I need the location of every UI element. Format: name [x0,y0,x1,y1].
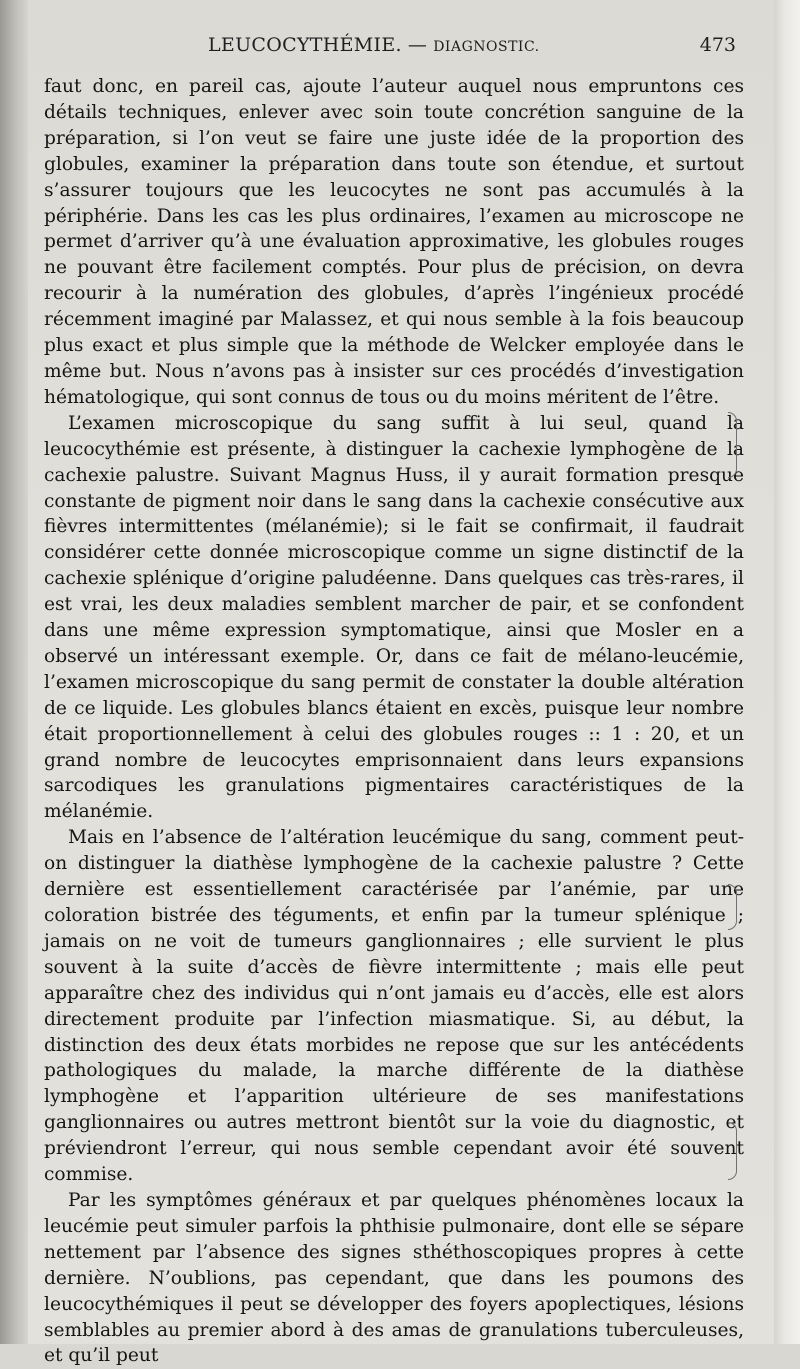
pencil-margin-mark [728,884,737,930]
body-text [44,74,744,1369]
title-dash: — [407,34,428,56]
page-number: 473 [699,34,736,56]
book-gutter [0,0,28,1344]
chapter-title: LEUCOCYTHÉMIE. [208,34,402,56]
book-page [28,0,774,1367]
running-head [28,34,774,60]
paragraph-1: faut donc, en pareil cas, ajoute l’auteur auquel nous empruntons ces détails techniques, enlever avec soin toute concrétion sanguine de la préparation, si l’on veut se faire une juste idée de la proportion des globules, examiner la préparation dans toute son étendue, et surtout s’assurer toujours que les leucocytes ne sont pas accumulés à la périphérie. Dans les cas les plus ordinaires, l’examen au microscope ne permet d’arriver qu’à une évaluation approximative, les globules rouges ne pouvant être facilement comptés. Pour plus de précision, on devra recourir à la numération des globules, d’après l’ingénieux procédé récemment imaginé par Malassez, et qui nous semble à la fois beaucoup plus exact et plus simple que la méthode de Welcker employée dans le même but. Nous n’avons pas à insister sur ces procédés d’investigation hématologique, qui sont connus de tous ou du moins méritent de l’être. [44,76,744,408]
paragraph-3: Mais en l’absence de l’altération leucémique du sang, comment peut-on distinguer la diathèse lymphogène de la cachexie palustre ? Cette dernière est essentiellement caractérisée par l’anémie, par une coloration bistrée des téguments, et enfin par la tumeur splénique ; jamais on ne voit de tumeurs ganglionnaires ; elle survient le plus souvent à la suite d’accès de fièvre intermittente ; mais elle peut apparaître chez des individus qui n’ont jamais eu d’accès, elle est alors directement produite par l’infection miasmatique. Si, au début, la distinction des deux états morbides ne repose que sur les antécédents pathologiques du malade, la marche différente de la diathèse lymphogène et l’apparition ultérieure de ses manifestations ganglionnaires ou autres mettront bientôt sur la voie du diagnostic, et préviendront l’erreur, qui nous semble cependant avoir été souvent commise. [44,827,744,1186]
paragraph-2: L’examen microscopique du sang suffit à lui seul, quand la leucocythémie est présente, à distinguer la cachexie lymphogène de la cachexie palustre. Suivant Magnus Huss, il y aurait formation presque constante de pigment noir dans le sang dans la cachexie consécutive aux fièvres intermittentes (mélanémie); si le fait se confirmait, il faudrait considérer cette donnée microscopique comme un signe distinctif de la cachexie splénique d’origine paludéenne. Dans quelques cas très-rares, il est vrai, les deux maladies semblent marcher de pair, et se confondent dans une même expression symptomatique, ainsi que Mosler en a observé un intéressant exemple. Or, dans ce fait de mélano-leucémie, l’examen microscopique du sang permit de constater la double altération de ce liquide. Les globules blancs étaient en excès, puisque leur nombre était proportionnellement à celui des globules rouges :: 1 : 20, et un grand nombre de leucocytes emprisonnaient dans leurs expansions sarcodiques les granulations pigmentaires caractéristiques de la mélanémie. [44,412,744,823]
paragraph-4: Par les symptômes généraux et par quelques phénomènes locaux la leucémie peut simuler parfois la phthisie pulmonaire, dont elle se sépare nettement par l’absence des signes sthéthoscopiques propres à cette dernière. N’oublions, pas cependant, que dans les poumons des leucocythémiques il peut se développer des foyers apoplectiques, lésions semblables au premier abord à des amas de granulations tuberculeuses, et qu’il peut [44,1189,744,1367]
page-edge [774,0,800,1344]
running-head-title [208,34,540,56]
section-title: DIAGNOSTIC. [433,39,540,55]
pencil-margin-mark [728,412,737,478]
pencil-margin-mark [728,1122,737,1180]
